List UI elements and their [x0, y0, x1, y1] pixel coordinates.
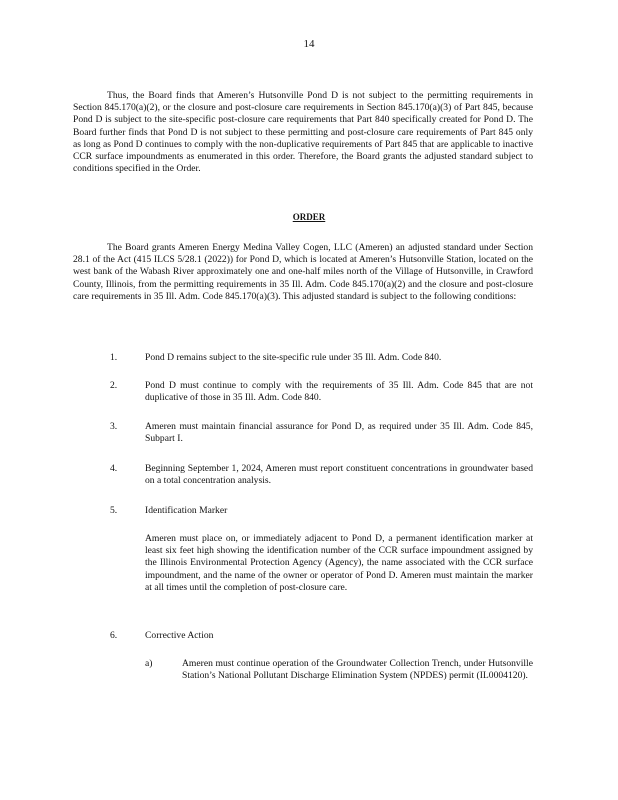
findings-text: Thus, the Board finds that Ameren’s Hutsonville Pond D is not subject to the permitting requirements in Section 845.170(a)(2), or the closure and post-closure care requirements in Section 845.170(a)(3) of Part 845, because Pond D is subject to the site-specific post-closure care requirements that Part 840 specifically created for Pond D. The Board further finds that Pond D is not subject to these permitting and post-closure care requirements of Part 845 only as long as Pond D continues to comply with the non-duplicative requirements of Part 845 that are applicable to inactive CCR surface impoundments as enumerated in this order. Therefore, the Board grants the adjusted standard subject to conditions specified in the Order. — [73, 90, 533, 175]
findings-paragraph — [73, 90, 533, 175]
subitem-text: Ameren must continue operation of the Groundwater Collection Trench, under Hutsonville Station’s National Pollutant Discharge Elimination System (NPDES) permit (IL0004120). — [182, 658, 533, 682]
order-heading: ORDER — [292, 212, 326, 222]
condition-text: Pond D must continue to comply with the requirements of 35 Ill. Adm. Code 845 that are not duplicative of those in 35 Ill. Adm. Code 840. — [145, 380, 533, 404]
condition-number: 2. — [110, 380, 118, 391]
condition-title: Corrective Action — [145, 630, 214, 641]
subitem-label: a) — [145, 658, 153, 669]
condition-text: Ameren must maintain financial assurance for Pond D, as required under 35 Ill. Adm. Code 845, Subpart I. — [145, 421, 533, 445]
condition-number: 6. — [110, 630, 118, 641]
order-paragraph — [73, 242, 533, 303]
condition-5-body: Ameren must place on, or immediately adjacent to Pond D, a permanent identification marker at least six feet high showing the identification number of the CCR surface impoundment assigned by the Illinois Environmental Protection Agency (Agency), the name associated with the CCR surface impoundment, and the name of the owner or operator of Pond D. Ameren must maintain the marker at all times until the completion of post-closure care. — [145, 533, 533, 593]
condition-number: 5. — [110, 505, 118, 516]
condition-number: 1. — [110, 352, 118, 363]
condition-text: Beginning September 1, 2024, Ameren must report constituent concentrations in groundwater based on a total concentration analysis. — [145, 463, 533, 487]
page-number: 14 — [303, 38, 315, 50]
order-text: The Board grants Ameren Energy Medina Valley Cogen, LLC (Ameren) an adjusted standard under Section 28.1 of the Act (415 ILCS 5/28.1 (2022)) for Pond D, which is located at Ameren’s Hutsonville Station, located on the west bank of the Wabash River approximately one and one-half miles north of the Village of Hutsonville, in Crawford County, Illinois, from the permitting requirements in 35 Ill. Adm. Code 845.170(a)(2) and the closure and post-closure care requirements in 35 Ill. Adm. Code 845.170(a)(3). This adjusted standard is subject to the following conditions: — [73, 242, 533, 302]
condition-number: 4. — [110, 463, 118, 474]
condition-number: 3. — [110, 421, 118, 432]
condition-text: Pond D remains subject to the site-specific rule under 35 Ill. Adm. Code 840. — [145, 352, 442, 363]
condition-title: Identification Marker — [145, 505, 228, 516]
